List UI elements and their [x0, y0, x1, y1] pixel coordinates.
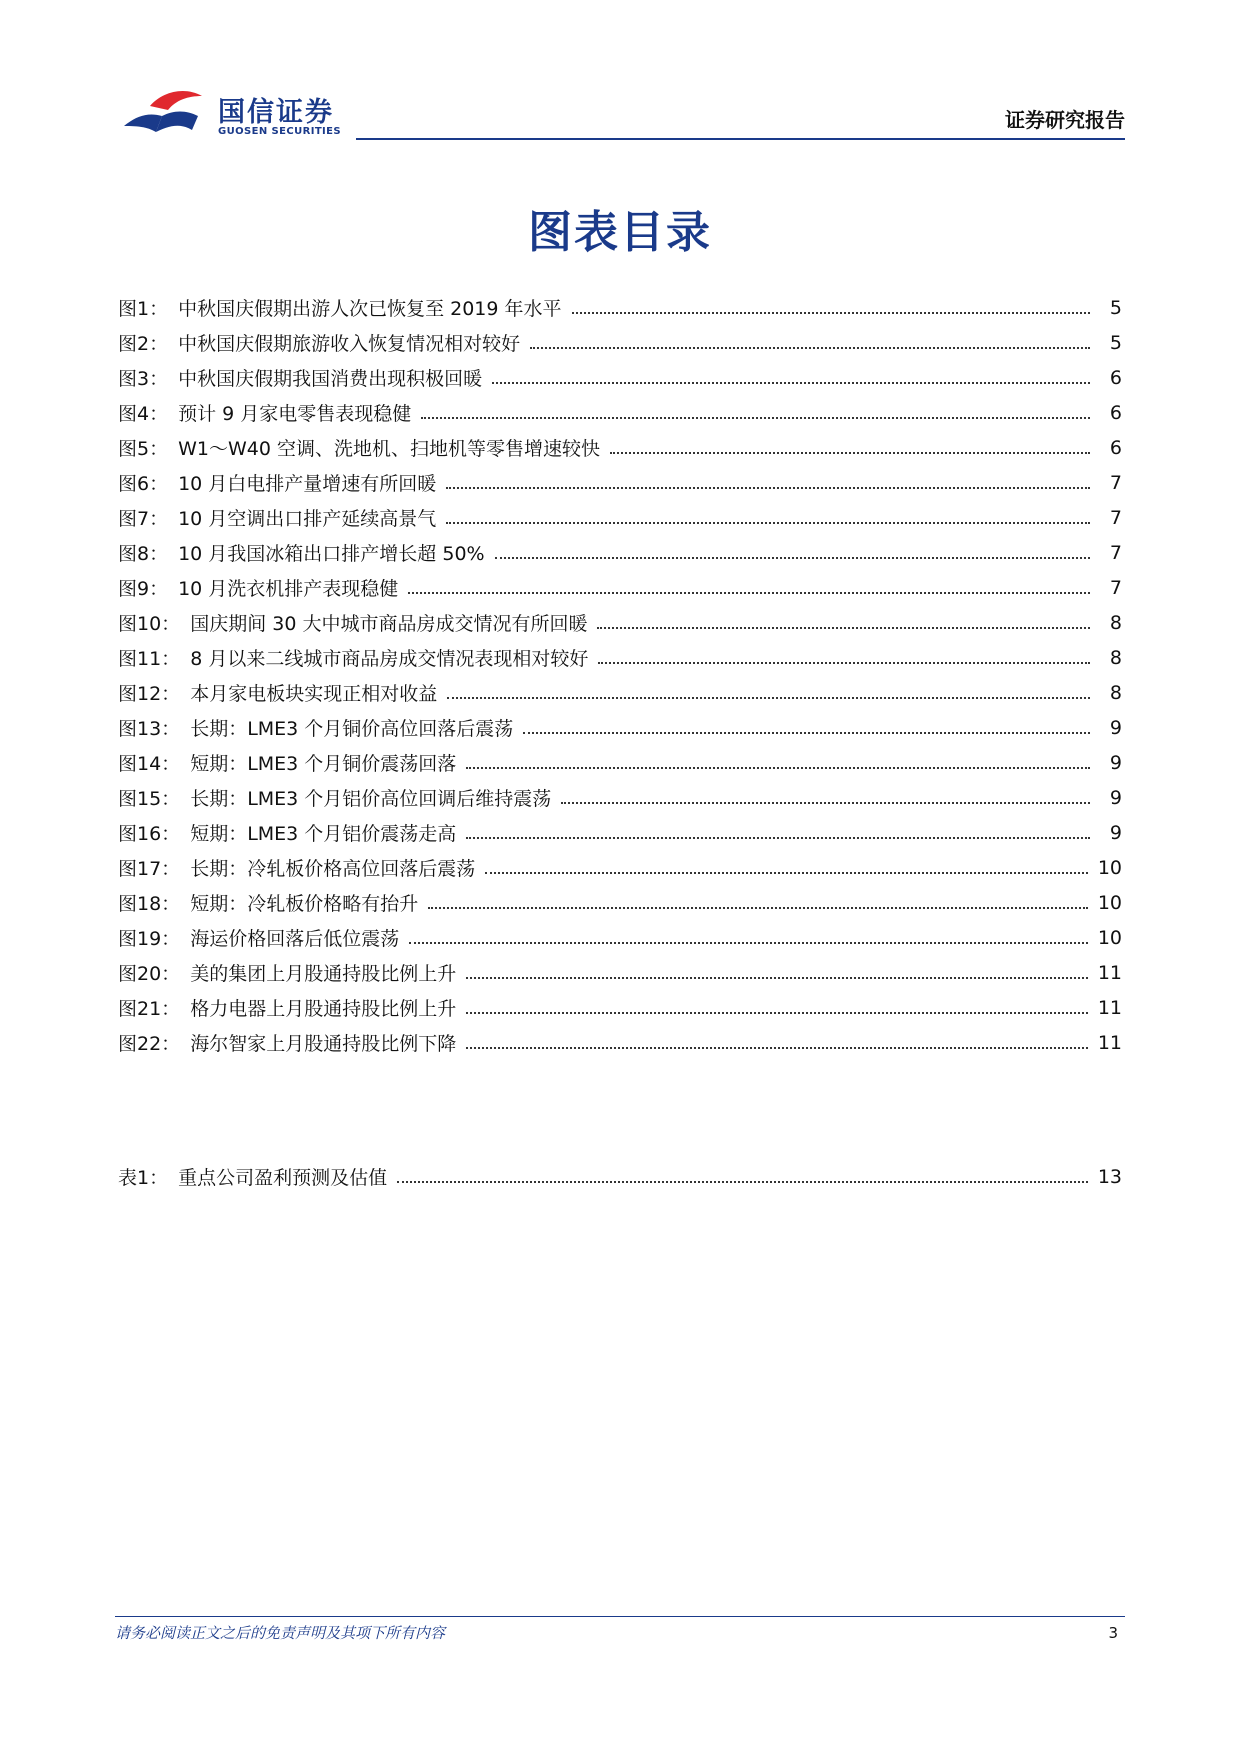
- dot-leader: [492, 363, 1090, 384]
- entry-title: 10 月洗衣机排产表现稳健: [178, 578, 399, 600]
- entry-page: 10: [1097, 926, 1122, 949]
- dot-leader: [428, 888, 1088, 909]
- table-list: [118, 1159, 1122, 1194]
- dot-leader: [466, 993, 1088, 1014]
- entry-title: 中秋国庆假期出游人次已恢复至 2019 年水平: [178, 298, 562, 320]
- page-title: 图表目录: [528, 207, 712, 258]
- footer-disclaimer: 请务必阅读正文之后的免责声明及其项下所有内容: [115, 1624, 446, 1642]
- figure-list: [118, 290, 1122, 1060]
- entry-label: 图9：: [118, 578, 169, 600]
- entry-page: 8: [1109, 611, 1122, 634]
- entry-page: 8: [1109, 681, 1122, 704]
- entry-label: 图12：: [118, 683, 181, 705]
- toc-entry-fig-7[interactable]: [118, 500, 1122, 535]
- toc-entry-fig-3[interactable]: [118, 360, 1122, 395]
- dot-leader: [421, 398, 1090, 419]
- entry-title: W1～W40 空调、洗地机、扫地机等零售增速较快: [178, 438, 600, 460]
- dot-leader: [466, 748, 1090, 769]
- entry-page: 6: [1109, 436, 1122, 459]
- entry-label: 图19：: [118, 928, 181, 950]
- entry-title: 短期：冷轧板价格略有抬升: [190, 893, 419, 915]
- entry-page: 9: [1109, 821, 1122, 844]
- dot-leader: [409, 923, 1088, 944]
- toc-entry-fig-16[interactable]: [118, 815, 1122, 850]
- entry-page: 11: [1097, 1031, 1122, 1054]
- entry-page: 10: [1097, 856, 1122, 879]
- toc-entry-fig-11[interactable]: [118, 640, 1122, 675]
- entry-title: 本月家电板块实现正相对收益: [190, 683, 438, 705]
- dot-leader: [466, 818, 1090, 839]
- entry-page: 13: [1097, 1165, 1122, 1188]
- logo-chinese-name: 国信证券: [218, 97, 334, 128]
- toc-entry-fig-14[interactable]: [118, 745, 1122, 780]
- logo-english-name: GUOSEN SECURITIES: [218, 126, 342, 137]
- dot-leader: [408, 573, 1090, 594]
- entry-label: 图7：: [118, 508, 169, 530]
- toc-entry-fig-4[interactable]: [118, 395, 1122, 430]
- entry-page: 11: [1097, 961, 1122, 984]
- entry-page: 7: [1109, 506, 1122, 529]
- entry-title: 格力电器上月股通持股比例上升: [190, 998, 457, 1020]
- dot-leader: [446, 503, 1090, 524]
- toc-entry-fig-21[interactable]: [118, 990, 1122, 1025]
- entry-title: 10 月空调出口排产延续高景气: [178, 508, 437, 530]
- toc-entry-fig-13[interactable]: [118, 710, 1122, 745]
- entry-label: 图5：: [118, 438, 169, 460]
- entry-page: 9: [1109, 716, 1122, 739]
- toc-entry-fig-1[interactable]: [118, 290, 1122, 325]
- entry-label: 图3：: [118, 368, 169, 390]
- dot-leader: [598, 643, 1090, 664]
- report-type-label: 证券研究报告: [1005, 108, 1125, 132]
- entry-page: 9: [1109, 751, 1122, 774]
- entry-page: 5: [1109, 331, 1122, 354]
- toc-entry-fig-17[interactable]: [118, 850, 1122, 885]
- entry-title: 8 月以来二线城市商品房成交情况表现相对较好: [190, 648, 589, 670]
- entry-label: 图8：: [118, 543, 169, 565]
- entry-title: 长期：LME3 个月铜价高位回落后震荡: [190, 718, 514, 740]
- entry-label: 图16：: [118, 823, 181, 845]
- entry-label: 表1：: [118, 1167, 169, 1189]
- dot-leader: [447, 678, 1090, 699]
- entry-title: 中秋国庆假期旅游收入恢复情况相对较好: [178, 333, 521, 355]
- entry-title: 海尔智家上月股通持股比例下降: [190, 1033, 457, 1055]
- dot-leader: [561, 783, 1090, 804]
- entry-page: 7: [1109, 471, 1122, 494]
- entry-page: 6: [1109, 401, 1122, 424]
- toc-entry-fig-6[interactable]: [118, 465, 1122, 500]
- entry-label: 图2：: [118, 333, 169, 355]
- toc-entry-fig-18[interactable]: [118, 885, 1122, 920]
- toc-entry-fig-10[interactable]: [118, 605, 1122, 640]
- entry-title: 海运价格回落后低位震荡: [190, 928, 400, 950]
- entry-title: 10 月我国冰箱出口排产增长超 50%: [178, 543, 485, 565]
- entry-label: 图20：: [118, 963, 181, 985]
- entry-page: 7: [1109, 541, 1122, 564]
- entry-label: 图18：: [118, 893, 181, 915]
- page-header: [0, 0, 1240, 150]
- entry-label: 图4：: [118, 403, 169, 425]
- entry-label: 图1：: [118, 298, 169, 320]
- toc-entry-fig-22[interactable]: [118, 1025, 1122, 1060]
- entry-label: 图22：: [118, 1033, 181, 1055]
- entry-label: 图15：: [118, 788, 181, 810]
- entry-label: 图14：: [118, 753, 181, 775]
- dot-leader: [572, 293, 1090, 314]
- entry-label: 图21：: [118, 998, 181, 1020]
- header-divider: [356, 138, 1125, 140]
- entry-title: 短期：LME3 个月铝价震荡走高: [190, 823, 457, 845]
- page-number: 3: [1108, 1624, 1118, 1642]
- entry-title: 10 月白电排产量增速有所回暖: [178, 473, 437, 495]
- guosen-logo: [122, 86, 362, 144]
- toc-entry-fig-5[interactable]: [118, 430, 1122, 465]
- entry-title: 预计 9 月家电零售表现稳健: [178, 403, 412, 425]
- entry-label: 图10：: [118, 613, 181, 635]
- entry-label: 图13：: [118, 718, 181, 740]
- entry-title: 重点公司盈利预测及估值: [178, 1167, 388, 1189]
- guosen-logo-mark-icon: [122, 86, 208, 142]
- dot-leader: [466, 958, 1088, 979]
- toc-entry-fig-12[interactable]: [118, 675, 1122, 710]
- toc-entry-table-1[interactable]: [118, 1159, 1122, 1194]
- entry-page: 7: [1109, 576, 1122, 599]
- entry-page: 11: [1097, 996, 1122, 1019]
- entry-title: 美的集团上月股通持股比例上升: [190, 963, 457, 985]
- entry-title: 长期：LME3 个月铝价高位回调后维持震荡: [190, 788, 552, 810]
- toc-entry-fig-8[interactable]: [118, 535, 1122, 570]
- dot-leader: [466, 1028, 1088, 1049]
- entry-page: 5: [1109, 296, 1122, 319]
- toc-entry-fig-2[interactable]: [118, 325, 1122, 360]
- entry-page: 9: [1109, 786, 1122, 809]
- dot-leader: [597, 608, 1090, 629]
- toc-entry-fig-20[interactable]: [118, 955, 1122, 990]
- entry-page: 8: [1109, 646, 1122, 669]
- entry-label: 图17：: [118, 858, 181, 880]
- entry-page: 6: [1109, 366, 1122, 389]
- entry-title: 长期：冷轧板价格高位回落后震荡: [190, 858, 476, 880]
- dot-leader: [610, 433, 1090, 454]
- entry-title: 中秋国庆假期我国消费出现积极回暖: [178, 368, 483, 390]
- entry-label: 图6：: [118, 473, 169, 495]
- toc-entry-fig-15[interactable]: [118, 780, 1122, 815]
- dot-leader: [530, 328, 1090, 349]
- dot-leader: [446, 468, 1090, 489]
- entry-title: 国庆期间 30 大中城市商品房成交情况有所回暖: [190, 613, 588, 635]
- dot-leader: [397, 1162, 1088, 1183]
- dot-leader: [523, 713, 1090, 734]
- footer-divider: [115, 1616, 1125, 1617]
- dot-leader: [485, 853, 1088, 874]
- toc-entry-fig-9[interactable]: [118, 570, 1122, 605]
- entry-label: 图11：: [118, 648, 181, 670]
- entry-page: 10: [1097, 891, 1122, 914]
- toc-entry-fig-19[interactable]: [118, 920, 1122, 955]
- dot-leader: [495, 538, 1090, 559]
- entry-title: 短期：LME3 个月铜价震荡回落: [190, 753, 457, 775]
